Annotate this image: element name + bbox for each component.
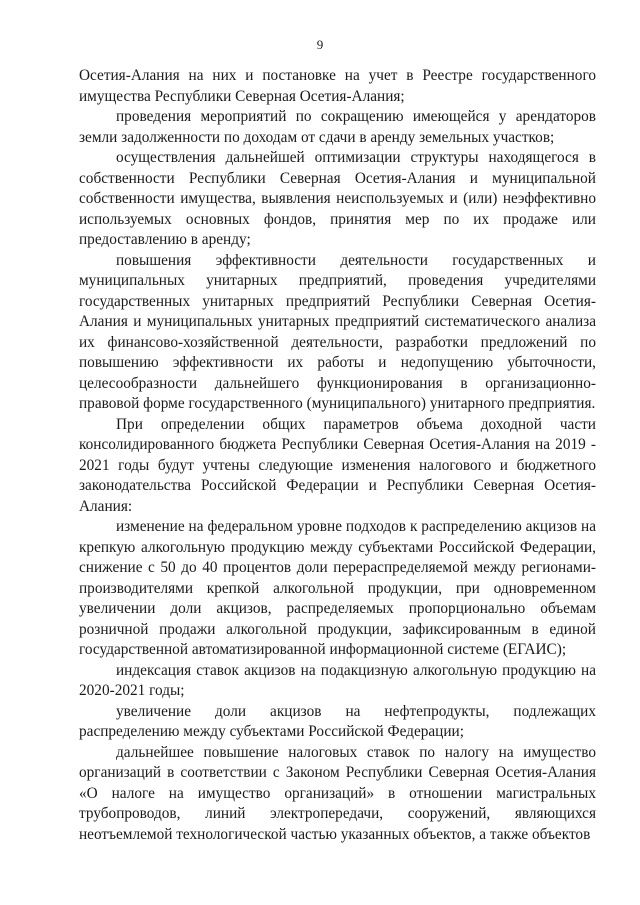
- paragraph-land-debt: проведения мероприятий по сокращению имеющейся у арендаторов земли задолженности по доходам от сдачи в аренду земельных участков;: [79, 108, 596, 146]
- paragraph-budget-parameters: При определении общих параметров объема доходной части консолидированного бюджета Республики Северная Осетия-Алания на 2019 - 2021 годы будут учтены следующие изменения налогового и бюджетного законодательства Российской Федерации и Республики Северная Осетия-Алания:: [79, 415, 596, 515]
- paragraph-enterprise-efficiency: повышения эффективности деятельности государственных и муниципальных унитарных предприятий, проведения учредителями государственных унитарных предприятий Республики Северная Осетия-Алания и муниципальных унитарных предприятий систематического анализа их финансово-хозяйственной деятельности, разработки предложений по повышению эффективности их работы и недопущению убыточности, целесообразности дальнейшего функционирования в организационно-правовой форме государственного (муниципального) унитарного предприятия.: [79, 251, 596, 412]
- paragraph-excise-indexation: индексация ставок акцизов на подакцизную алкогольную продукцию на 2020-2021 годы;: [79, 661, 596, 699]
- paragraph-continuation: Осетия-Алания на них и постановке на учет в Реестре государственного имущества Республики Северная Осетия-Алания;: [79, 67, 596, 105]
- paragraph-oil-excise: увеличение доли акцизов на нефтепродукты, подлежащих распределению между субъектами Российской Федерации;: [79, 702, 596, 740]
- page-number: 9: [316, 37, 324, 52]
- paragraph-property-optimization: осуществления дальнейшей оптимизации структуры находящегося в собственности Республики Северная Осетия-Алания и муниципальной собственности имущества, выявления неиспользуемых и (или) неэффективно используемых основных фондов, принятия мер по их продаже или предоставлению в аренду;: [79, 149, 596, 248]
- document-body: [79, 66, 596, 845]
- paragraph-excise-distribution: изменение на федеральном уровне подходов к распределению акцизов на крепкую алкогольную продукцию между субъектами Российской Федерации, снижение с 50 до 40 процентов доли перераспределяемой между регионами-производителями крепкой алкогольной продукции, при одновременном увеличении доли акцизов, распределяемых пропорционально объемам розничной продажи алкогольной продукции, зафиксированным в единой государственной автоматизированной информационной системе (ЕГАИС);: [79, 518, 596, 658]
- paragraph-property-tax: дальнейшее повышение налоговых ставок по налогу на имущество организаций в соответствии с Законом Республики Северная Осетия-Алания «О налоге на имущество организаций» в отношении магистральных трубопроводов, линий электропередачи, сооружений, являющихся неотъемлемой технологической частью указанных объектов, а также объектов: [79, 743, 596, 843]
